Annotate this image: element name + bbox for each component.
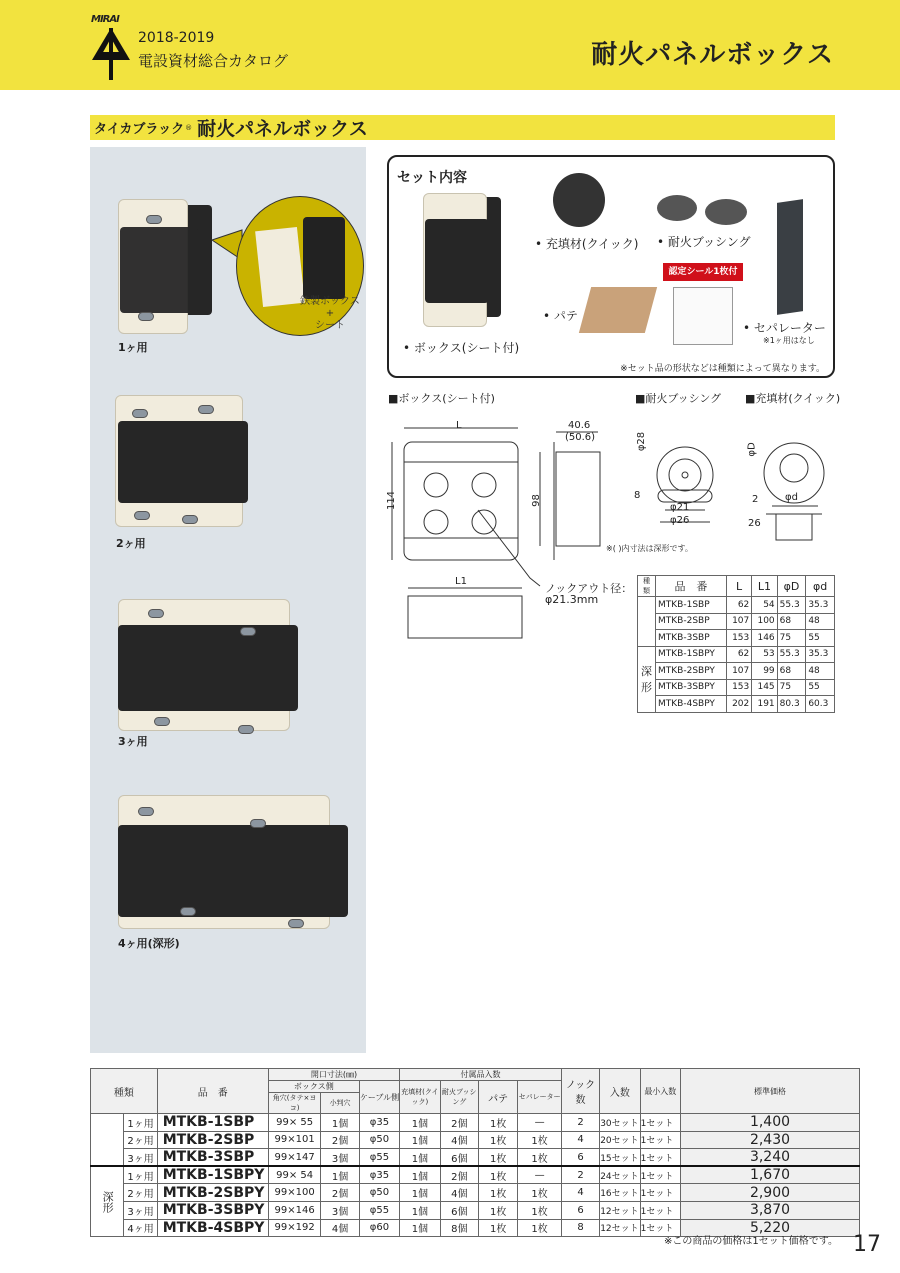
section-subtitle: タイカブラック [94,122,185,137]
spec-cell: 35.3 [806,597,835,614]
dim-bushing-21: φ21 [670,502,690,513]
table-cell: — [518,1166,561,1184]
spec-cell: 68 [777,663,806,680]
table-cell: 3ヶ用 [124,1201,157,1219]
spec-cell: 146 [752,630,777,647]
catalog-name: 電設資材総合カタログ [138,52,289,70]
spec-cell: 60.3 [806,696,835,713]
spec-cell: MTKB-1SBP [656,597,727,614]
table-cell: 99×147 [268,1149,321,1167]
table-cell: 3ヶ用 [124,1149,157,1167]
spec-cell: MTKB-2SBP [656,613,727,630]
section-title-bar [90,115,835,140]
price-cell: 3,240 [681,1149,860,1167]
table-cell: 99×146 [268,1201,321,1219]
col-header: 品 番 [656,576,727,597]
separator-note: ※1ヶ用はなし [763,336,815,345]
table-cell: 1個 [400,1114,440,1132]
product-row [91,1149,860,1167]
product-code: MTKB-3SBP [157,1149,268,1167]
drawing-title-filler: ■充填材(クイック) [745,392,841,405]
table-cell: φ55 [359,1149,399,1167]
table-cell: 1枚 [478,1201,517,1219]
table-cell: 6個 [440,1201,478,1219]
table-cell: 99×100 [268,1184,321,1202]
spec-cell: 55 [806,630,835,647]
table-cell: 1個 [400,1131,440,1149]
col-header: L1 [752,576,777,597]
table-cell: φ60 [359,1219,399,1237]
putty-photo [579,287,657,333]
dim-filler-26: 26 [748,518,761,529]
spec-row [638,663,835,680]
table-cell: 99× 55 [268,1114,321,1132]
section-title: 耐火パネルボックス [197,118,368,140]
table-cell: 1セット [640,1131,680,1149]
table-cell: 1セット [640,1184,680,1202]
table-cell: 1個 [400,1184,440,1202]
table-cell: 2 [561,1166,599,1184]
price-cell: 1,670 [681,1166,860,1184]
registered-mark: ® [185,123,193,132]
knockout-label: ノックアウト径： [545,582,633,595]
table-cell: 15セット [600,1149,640,1167]
table-cell: 1枚 [478,1184,517,1202]
spec-cell: 55 [806,679,835,696]
spec-cell: 75 [777,679,806,696]
deep-dimension-note: ※( )内寸法は深形です。 [606,544,693,553]
table-cell: 4ヶ用 [124,1219,157,1237]
dim-114: 114 [386,490,398,511]
set-contents-box [387,155,835,378]
table-cell: 1枚 [478,1149,517,1167]
table-cell: φ50 [359,1131,399,1149]
col-opening: 開口寸法(㎜) [268,1069,399,1081]
spec-row [638,597,835,614]
table-cell: 1セット [640,1219,680,1237]
drawing-title-box: ■ボックス(シート付) [388,392,495,405]
table-cell: 1枚 [518,1131,561,1149]
table-cell: 2個 [440,1114,478,1132]
dim-bushing-28: φ28 [636,431,648,452]
col-accessories: 付属品入数 [400,1069,562,1081]
col-min-qty: 最小入数 [640,1069,680,1114]
page-title: 耐火パネルボックス [591,40,834,70]
table-cell: 1セット [640,1201,680,1219]
product-code: MTKB-1SBP [157,1114,268,1132]
col-box-side: ボックス側 [268,1081,359,1093]
certification-seal-image [673,287,733,345]
table-cell: φ35 [359,1166,399,1184]
table-cell: 16セット [600,1184,640,1202]
spec-cell: 35.3 [806,646,835,663]
dim-L: L [456,420,462,431]
table-cell: 1セット [640,1166,680,1184]
product-row [91,1166,860,1184]
table-cell: 1個 [400,1149,440,1167]
table-cell: 3個 [321,1201,359,1219]
table-cell: 8個 [440,1219,478,1237]
table-cell: φ50 [359,1184,399,1202]
col-bushing: 耐火ブッシング [440,1081,478,1114]
spec-cell: 48 [806,613,835,630]
spec-cell: MTKB-3SBP [656,630,727,647]
spec-row [638,646,835,663]
table-cell: 24セット [600,1166,640,1184]
col-separator: セパレーター [518,1081,561,1114]
spec-cell: 100 [752,613,777,630]
table-cell: 1ヶ用 [124,1114,157,1132]
product-code: MTKB-2SBP [157,1131,268,1149]
table-cell: 12セット [600,1201,640,1219]
table-cell: 2個 [321,1131,359,1149]
set-item-filler: • 充填材(クイック) [535,237,639,251]
table-cell: 3個 [321,1149,359,1167]
col-cable-side: ケーブル側 [359,1081,399,1114]
product-code: MTKB-4SBPY [157,1219,268,1237]
bushing-photo [705,199,747,225]
table-cell: 1枚 [518,1219,561,1237]
product-row [91,1131,860,1149]
col-type: 種類 [91,1069,158,1114]
table-cell: 20セット [600,1131,640,1149]
table-cell: 1枚 [478,1219,517,1237]
price-cell: 1,400 [681,1114,860,1132]
spec-cell: 107 [726,613,751,630]
col-oval-hole: 小判穴 [321,1093,359,1114]
dim-bushing-8: 8 [634,490,641,501]
set-item-bushing: • 耐火ブッシング [657,235,751,249]
spec-cell: MTKB-2SBPY [656,663,727,680]
price-cell: 2,900 [681,1184,860,1202]
table-cell: 4個 [440,1131,478,1149]
col-qty: 入数 [600,1069,640,1114]
col-price: 標準価格 [681,1069,860,1114]
callout-line: シート [314,320,345,331]
col-knock: ノック数 [561,1069,599,1114]
callout-line: + [325,308,335,319]
table-cell: 1枚 [478,1131,517,1149]
col-square-hole: 角穴(タテ×ヨコ) [268,1093,321,1114]
separator-photo [777,199,803,315]
dim-filler-d: φd [785,492,798,503]
group-deep: 深形 [638,646,656,712]
product-code: MTKB-2SBPY [157,1184,268,1202]
table-cell: 2ヶ用 [124,1131,157,1149]
product-code: MTKB-1SBPY [157,1166,268,1184]
table-cell: 99× 54 [268,1166,321,1184]
table-cell: 1個 [321,1166,359,1184]
catalog-year: 2018-2019 [138,30,215,46]
table-cell: 8 [561,1219,599,1237]
col-header: φD [777,576,806,597]
price-cell: 3,870 [681,1201,860,1219]
col-header: φd [806,576,835,597]
price-cell: 5,220 [681,1219,860,1237]
table-cell: φ35 [359,1114,399,1132]
table-cell: 1枚 [478,1166,517,1184]
spec-cell: 55.3 [777,597,806,614]
dim-filler-2: 2 [752,494,759,505]
table-cell: 2個 [321,1184,359,1202]
photo-caption: 1ヶ用 [118,341,148,354]
col-filler: 充填材(クイック) [400,1081,440,1114]
set-item-separator: • セパレーター [743,321,826,335]
brand-logo-text: MIRAI [91,14,119,25]
dim-depth: 40.6 [568,420,591,431]
group-deep: 深形 [91,1166,124,1236]
table-cell: 30セット [600,1114,640,1132]
product-code: MTKB-3SBPY [157,1201,268,1219]
spec-cell: 107 [726,663,751,680]
spec-cell: 153 [726,679,751,696]
set-contents-title: セット内容 [397,170,467,186]
table-cell: 1ヶ用 [124,1166,157,1184]
table-cell: φ55 [359,1201,399,1219]
spec-cell: 153 [726,630,751,647]
table-cell: 1個 [400,1166,440,1184]
col-putty: パテ [478,1081,517,1114]
callout-label [300,296,360,332]
set-shape-note: ※セット品の形状などは種類によって異なります。 [620,364,825,374]
table-cell: 2個 [440,1166,478,1184]
col-code: 品 番 [157,1069,268,1114]
spec-cell: 80.3 [777,696,806,713]
table-cell: 1枚 [478,1114,517,1132]
table-cell: 1セット [640,1149,680,1167]
price-note: ※この商品の価格は1セット価格です。 [664,1236,838,1247]
table-cell: 6 [561,1201,599,1219]
group-standard [91,1114,124,1167]
filler-photo [553,173,605,227]
photo-caption: 3ヶ用 [118,735,148,748]
table-cell: 6 [561,1149,599,1167]
drawing-title-bushing: ■耐火ブッシング [635,392,722,405]
product-row [91,1201,860,1219]
table-cell: 4 [561,1184,599,1202]
product-price-table [90,1068,860,1237]
table-cell: 1枚 [518,1201,561,1219]
group-standard [638,597,656,647]
dim-L1: L1 [455,576,467,587]
table-cell: 4 [561,1131,599,1149]
table-cell: 12セット [600,1219,640,1237]
spec-cell: 191 [752,696,777,713]
spec-cell: MTKB-4SBPY [656,696,727,713]
dim-98: 98 [530,494,542,507]
photo-caption: 2ヶ用 [116,537,146,550]
table-cell: 1枚 [518,1149,561,1167]
set-item-putty: • パテ [543,309,578,323]
table-cell: 2ヶ用 [124,1184,157,1202]
dim-filler-D: φD [746,442,758,457]
dim-depth-deep: (50.6) [565,432,596,443]
spec-row [638,613,835,630]
product-row [91,1184,860,1202]
table-cell: 99×192 [268,1219,321,1237]
table-cell: 1セット [640,1114,680,1132]
set-item-box: • ボックス(シート付) [403,341,520,355]
spec-cell: 53 [752,646,777,663]
spec-cell: MTKB-1SBPY [656,646,727,663]
table-cell: 6個 [440,1149,478,1167]
spec-cell: 62 [726,597,751,614]
spec-row [638,696,835,713]
page-number: 17 [853,1232,881,1257]
spec-cell: MTKB-3SBPY [656,679,727,696]
spec-cell: 99 [752,663,777,680]
spec-cell: 54 [752,597,777,614]
spec-cell: 75 [777,630,806,647]
table-cell: 99×101 [268,1131,321,1149]
bushing-photo [657,195,697,221]
product-row [91,1114,860,1132]
certification-seal-badge: 認定シール1枚付 [663,263,743,281]
table-cell: — [518,1114,561,1132]
table-cell: 1枚 [518,1184,561,1202]
spec-row [638,630,835,647]
spec-cell: 48 [806,663,835,680]
dimension-spec-table [637,575,835,713]
table-cell: 2 [561,1114,599,1132]
price-cell: 2,430 [681,1131,860,1149]
spec-row [638,679,835,696]
spec-cell: 68 [777,613,806,630]
dim-bushing-26: φ26 [670,515,690,526]
photo-caption: 4ヶ用(深形) [118,937,180,950]
table-cell: 4個 [440,1184,478,1202]
spec-cell: 55.3 [777,646,806,663]
spec-cell: 202 [726,696,751,713]
knockout-diameter: φ21.3mm [545,593,599,606]
spec-cell: 145 [752,679,777,696]
table-cell: 1個 [321,1114,359,1132]
table-cell: 1個 [400,1201,440,1219]
callout-line: 鉄製ボックス [300,296,360,307]
col-header: L [726,576,751,597]
table-cell: 4個 [321,1219,359,1237]
spec-cell: 62 [726,646,751,663]
table-cell: 1個 [400,1219,440,1237]
col-header: 種類 [638,576,656,597]
